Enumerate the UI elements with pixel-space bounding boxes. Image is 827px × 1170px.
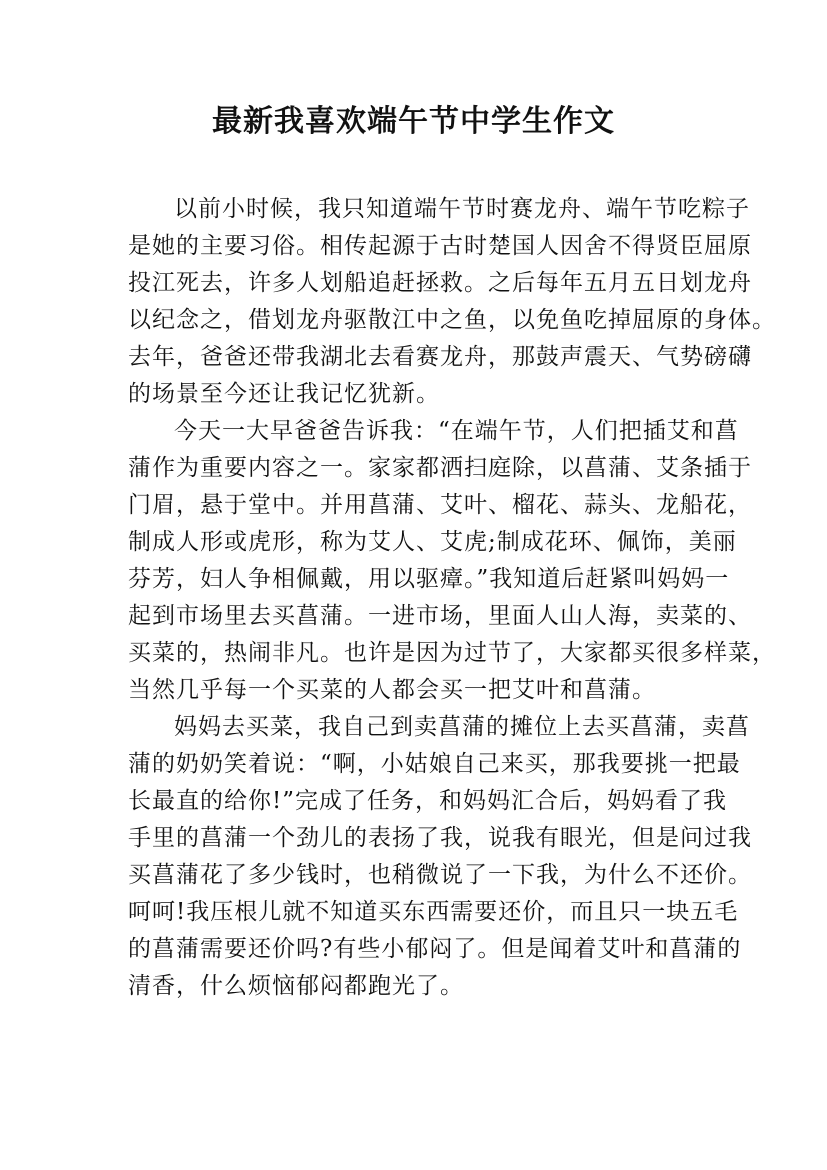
document-body: [128, 191, 776, 1005]
text-line: 以纪念之，借划龙舟驱散江中之鱼，以免鱼吃掉屈原的身体。: [128, 307, 776, 333]
text-line: 手里的菖蒲一个劲儿的表扬了我，说我有眼光，但是问过我: [128, 825, 752, 851]
document-title: 最新我喜欢端午节中学生作文: [212, 104, 615, 139]
text-line: 买菜的，热闹非凡。也许是因为过节了，大家都买很多样菜，: [128, 640, 776, 666]
text-line: 蒲作为重要内容之一。家家都洒扫庭除，以菖蒲、艾条插于: [128, 455, 752, 481]
text-line: 芬芳，妇人争相佩戴，用以驱瘴。”我知道后赶紧叫妈妈一: [128, 566, 730, 592]
text-line: 呵呵!我压根儿就不知道买东西需要还价，而且只一块五毛: [128, 899, 739, 925]
text-line: 去年，爸爸还带我湖北去看赛龙舟，那鼓声震天、气势磅礴: [128, 344, 752, 370]
text-line: 买菖蒲花了多少钱时，也稍微说了一下我，为什么不还价。: [128, 862, 752, 888]
text-line: 今天一大早爸爸告诉我：“在端午节，人们把插艾和菖: [174, 418, 739, 444]
paragraph: [128, 413, 776, 709]
text-line: 制成人形或虎形，称为艾人、艾虎;制成花环、佩饰，美丽: [128, 529, 737, 555]
text-line: 的场景至今还让我记忆犹新。: [128, 381, 440, 407]
text-line: 是她的主要习俗。相传起源于古时楚国人因舍不得贤臣屈原: [128, 233, 752, 259]
text-line: 蒲的奶奶笑着说：“啊，小姑娘自己来买，那我要挑一把最: [128, 751, 741, 777]
text-line: 当然几乎每一个买菜的人都会买一把艾叶和菖蒲。: [128, 677, 656, 703]
text-line: 门眉，悬于堂中。并用菖蒲、艾叶、榴花、蒜头、龙船花，: [128, 492, 752, 518]
paragraph: [128, 709, 752, 1005]
paragraph: [128, 191, 776, 413]
text-line: 以前小时候，我只知道端午节时赛龙舟、端午节吃粽子: [174, 196, 750, 222]
text-line: 的菖蒲需要还价吗?有些小郁闷了。但是闻着艾叶和菖蒲的: [128, 936, 742, 962]
text-line: 起到市场里去买菖蒲。一进市场，里面人山人海，卖菜的、: [128, 603, 752, 629]
text-line: 清香，什么烦恼郁闷都跑光了。: [128, 973, 464, 999]
text-line: 投江死去，许多人划船追赶拯救。之后每年五月五日划龙舟: [128, 270, 752, 296]
text-line: 妈妈去买菜，我自己到卖菖蒲的摊位上去买菖蒲，卖菖: [174, 714, 750, 740]
text-line: 长最直的给你!”完成了任务，和妈妈汇合后，妈妈看了我: [128, 788, 728, 814]
